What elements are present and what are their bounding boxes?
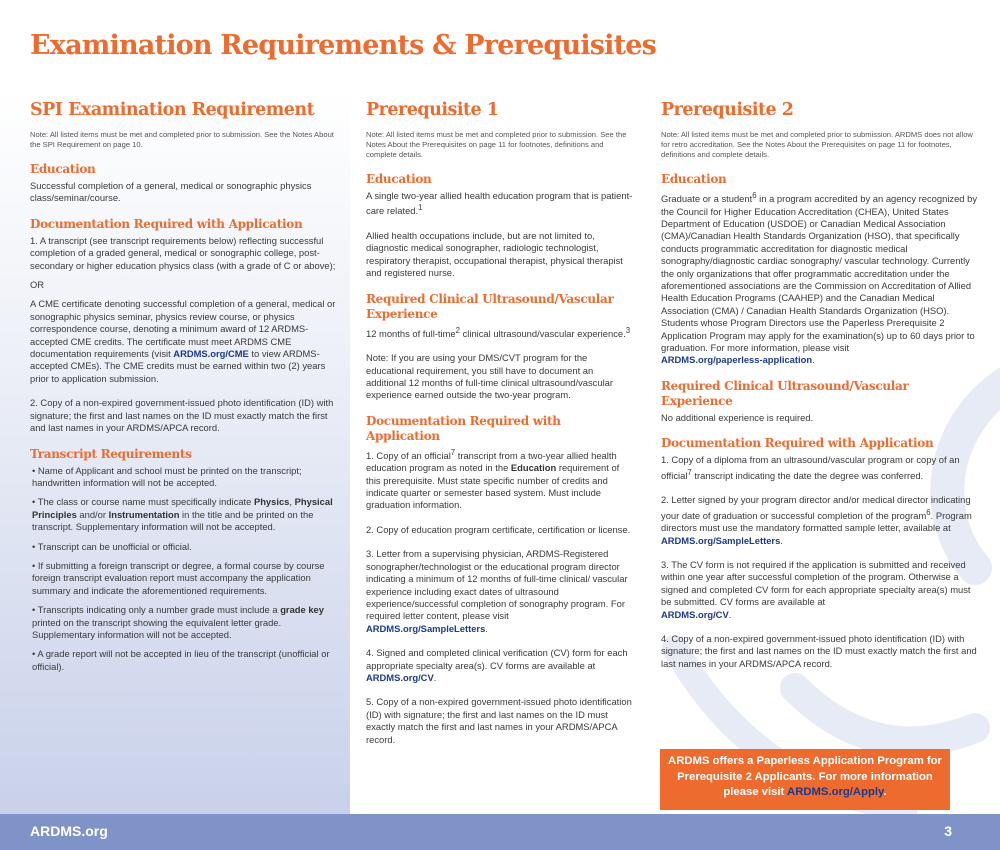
list-item: • The class or course name must specifically indicate Physics, Physical Principles and/or Instrumentation in the title and be printed on the transcript. Supplementary information will not be accepted. bbox=[32, 496, 333, 533]
p2-education-text: Graduate or a student$^6$ in a program accredited by an agency recognized by the Council for Higher Education Accreditation (CHEA), United States Department of Education (USDOE) or Canadian Medical Association (CMA)/Canadian Health Standards Organization (HSO), that specifically conducts programmatic accreditation for diagnostic medical sonography/diagnostic cardiac sonography/ vascular technology. Currently the only organizations that offer programmatic accreditation under the aforementioned associations are the Commission on Accreditation of Allied Health Education Programs (CAAHEP) and the Canadian Medical Association (CMA) / Canadian Health Standards Organization (HSO). Students whose Program Directors use the Paperless Prerequisite 2 Application Program may apply for the examination(s) up to 60 days prior to graduation. For more information, please visit ARDMS.org/paperless-application. bbox=[661, 191, 978, 366]
spi-doc-item-2: 2. Copy of a non-expired government-issued photo identification (ID) with signature; the first and last names on the ID must exactly match the first and last names in your ARDMS/APCA record. bbox=[30, 397, 334, 434]
p1-education-heading: Education bbox=[366, 172, 432, 186]
prerequisite-2-column bbox=[645, 88, 1000, 814]
prerequisite-1-note: Note: All listed items must be met and completed prior to submission. See the Notes About the Prerequisites on page 11 for footnotes, definitions and complete details. bbox=[366, 130, 627, 159]
p2-clinical-heading: Required Clinical Ultrasound/Vascular Experience bbox=[661, 378, 909, 408]
footer-site-link[interactable]: ARDMS.org bbox=[30, 823, 108, 839]
p1-doc-item-4: 4. Signed and completed clinical verification (CV) form for each appropriate specialty area(s). CV forms are available at ARDMS.org/CV. bbox=[366, 647, 628, 683]
prerequisite-2-note: Note: All listed items must be met and completed prior to submission. ARDMS does not allow for retro accreditation. See the Notes About the Prerequisites on page 11 for footnotes, definitions and complete details. bbox=[661, 130, 973, 159]
p2-documentation-heading: Documentation Required with Application bbox=[661, 436, 934, 451]
spi-note: Note: All listed items must be met and completed prior to submission. See the Notes About the SPI Requirement on page 10. bbox=[30, 130, 334, 149]
p1-education-occupations: Allied health occupations include, but are not limited to, diagnostic medical sonographer, radiologic technologist, respiratory therapist, occupational therapist, physical therapist and registered nurse. bbox=[366, 229, 623, 279]
cv-link[interactable]: ARDMS.org/CV bbox=[661, 608, 729, 620]
sample-letters-link[interactable]: ARDMS.org/SampleLetters bbox=[661, 534, 781, 546]
spi-education-heading: Education bbox=[30, 162, 96, 176]
p2-doc-item-2: 2. Letter signed by your program director and/or medical director indicating your date of graduation or successful completion of the program$^6$. Program directors must use the mandatory formatted sample letter, available at ARDMS.org/SampleLetters. bbox=[661, 494, 972, 546]
p1-doc-item-1: 1. Copy of an official$^7$ transcript from a two-year allied health education program as noted in the Education requirement of this prerequisite. Must state specific number of credits and indicate quarter or semester based system. Must include graduation information. bbox=[366, 447, 620, 511]
spi-doc-item-1: 1. A transcript (see transcript requirements below) reflecting successful completion of a graded general, medical or sonographic college, post-secondary or higher education physics class (with a grade of C or above); bbox=[30, 234, 336, 271]
page-footer bbox=[0, 814, 1000, 850]
transcript-requirements-heading: Transcript Requirements bbox=[30, 446, 192, 461]
paperless-application-promo: ARDMS offers a Paperless Application Program for Prerequisite 2 Applicants. For more information please visit ARDMS.org/Apply. bbox=[660, 749, 950, 810]
sample-letters-link[interactable]: ARDMS.org/SampleLetters bbox=[366, 622, 486, 634]
spi-education-text: Successful completion of a general, medical or sonographic physics class/seminar/course. bbox=[30, 180, 312, 204]
p1-documentation-heading: Documentation Required with Application bbox=[366, 413, 561, 443]
prerequisite-1-title: Prerequisite 1 bbox=[366, 100, 499, 120]
spi-requirement-column bbox=[0, 88, 350, 814]
p1-doc-item-5: 5. Copy of a non-expired government-issued photo identification (ID) with signature; the first and last names on the ID must exactly match the first and last names in your ARDMS/APCA record. bbox=[366, 696, 632, 745]
list-item: • Transcript can be unofficial or official. bbox=[32, 540, 192, 552]
list-item: • If submitting a foreign transcript or degree, a formal course by course foreign transcript evaluation report must accompany the application summary and indicate the aforementioned requirements. bbox=[32, 559, 325, 596]
list-item: • A grade report will not be accepted in lieu of the transcript (unofficial or official). bbox=[32, 648, 330, 672]
p2-clinical-text: No additional experience is required. bbox=[661, 411, 814, 423]
p1-doc-item-2: 2. Copy of education program certificate, certification or license. bbox=[366, 523, 631, 535]
p2-doc-item-3: 3. The CV form is not required if the application is submitted and received within one year after successful completion of the program. Otherwise a signed and completed CV form for each appropriate specialty area(s) must be submitted. CV forms are available at ARDMS.org/CV. bbox=[661, 558, 971, 620]
spi-documentation-heading: Documentation Required with Application bbox=[30, 216, 303, 231]
p1-clinical-text: 12 months of full-time$^2$ clinical ultrasound/vascular experience.$^3$ bbox=[366, 325, 631, 339]
spi-doc-or: OR bbox=[30, 279, 45, 291]
prerequisite-2-title: Prerequisite 2 bbox=[661, 100, 794, 120]
list-item: • Transcripts indicating only a number grade must include a grade key printed on the transcript showing the equivalent letter grade. Supplementary information will not be accepted. bbox=[32, 604, 324, 640]
page-number: 3 bbox=[944, 823, 952, 839]
p1-doc-item-3: 3. Letter from a supervising physician, ARDMS-Registered sonographer/technologist or the educational program director indicating a minimum of 12 months of full-time clinical/ vascular experience including exact dates of ultrasound experience/successful completion of sonography program. For required letter content, please visit ARDMS.org/SampleLetters. bbox=[366, 548, 628, 634]
transcript-requirements-list bbox=[30, 465, 338, 674]
cme-link[interactable]: ARDMS.org/CME bbox=[173, 348, 249, 360]
p1-education-text: A single two-year allied health education program that is patient- care related.$^1$ bbox=[366, 190, 633, 217]
cv-link[interactable]: ARDMS.org/CV bbox=[366, 671, 434, 683]
p2-education-heading: Education bbox=[661, 172, 727, 186]
p1-clinical-note: Note: If you are using your DMS/CVT program for the educational requirement, you still have to document an additional 12 months of full-time clinical ultrasound/vascular experience earned outside the two-year program. bbox=[366, 352, 614, 401]
list-item: • Name of Applicant and school must be printed on the transcript; handwritten information will not be accepted. bbox=[32, 464, 302, 488]
spi-title: SPI Examination Requirement bbox=[30, 100, 315, 120]
p2-doc-item-1: 1. Copy of a diploma from an ultrasound/vascular program or copy of an official$^7$ transcript indicating the date the degree was conferred. bbox=[661, 454, 960, 481]
prerequisite-1-column bbox=[350, 88, 645, 814]
apply-link[interactable]: ARDMS.org/Apply bbox=[787, 786, 884, 798]
spi-doc-cme: A CME certificate denoting successful completion of a general, medical or sonographic physics seminar, physics review course, or physics correspondence course, denoting a minimum award of 12 ARDMS-accepted CME credits. The certificate must meet ARDMS CME documentation requirements (visit ARDMS.org/CME to view ARDMS- accepted CMEs). The CME credits must be earned within two (2) years prior to application submission. bbox=[30, 298, 336, 384]
page-title: Examination Requirements & Prerequisites bbox=[30, 30, 657, 61]
paperless-application-link[interactable]: ARDMS.org/paperless-application bbox=[661, 354, 813, 366]
p2-doc-item-4: 4. Copy of a non-expired government-issued photo identification (ID) with signature; the first and last names on the ID must exactly match the first and last names in your ARDMS/APCA record. bbox=[661, 632, 977, 669]
p1-clinical-heading: Required Clinical Ultrasound/Vascular Experience bbox=[366, 291, 614, 321]
